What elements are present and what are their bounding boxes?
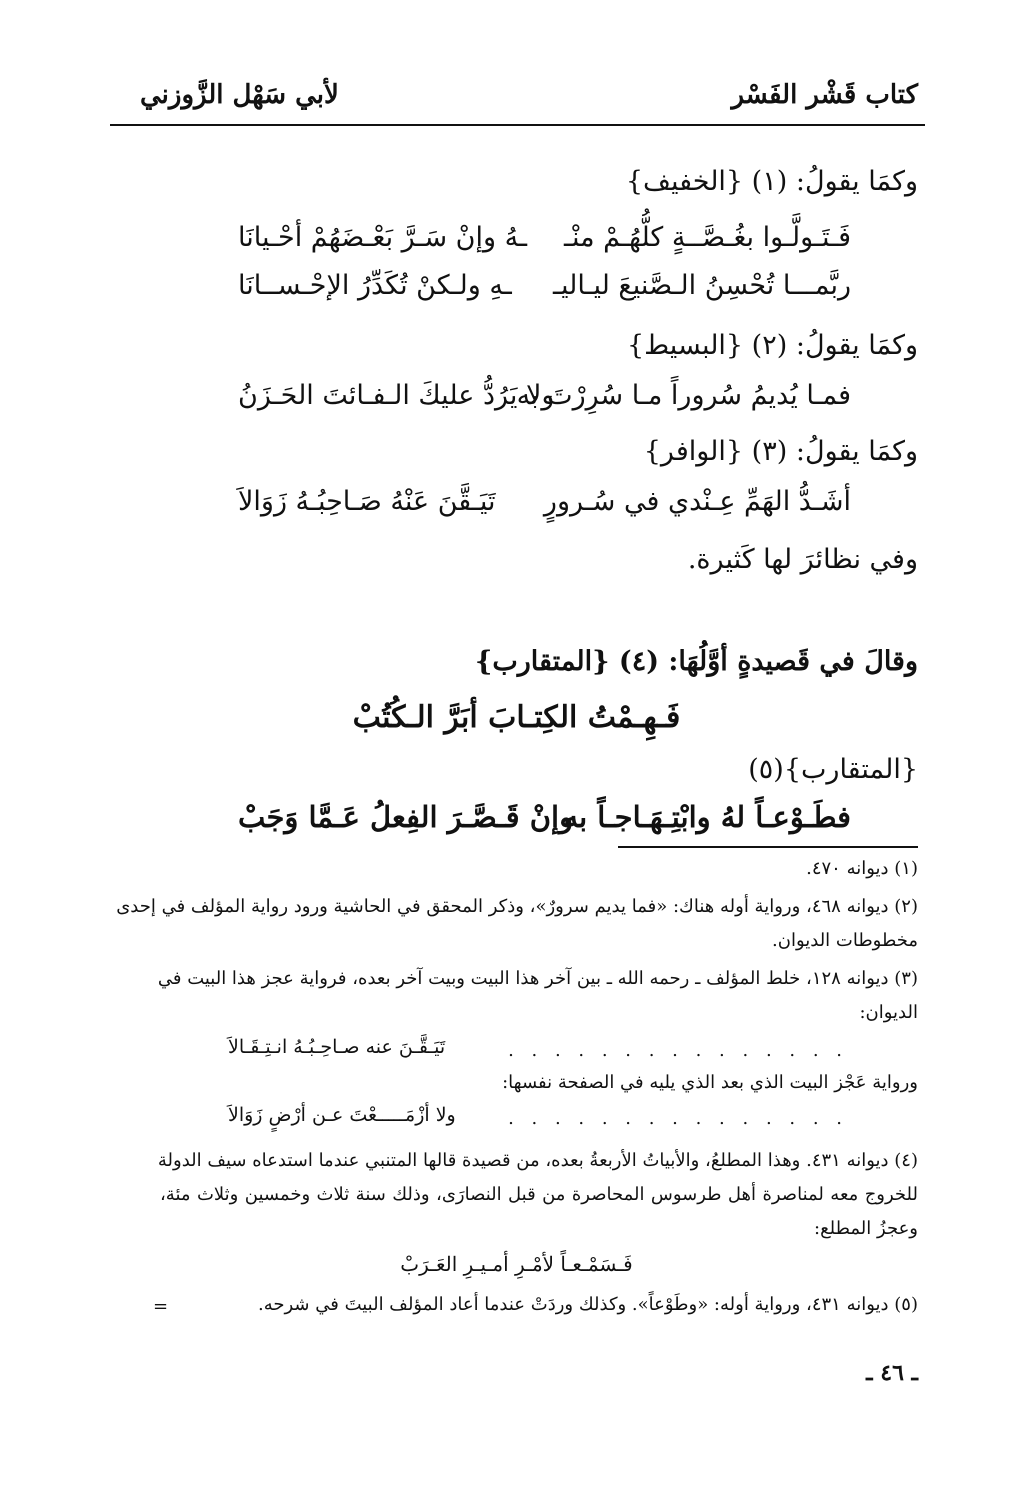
footnote-1: (١) ديوانه ٤٧٠. bbox=[806, 858, 918, 879]
running-header-author: لأبي سَهْل الزَّوزني bbox=[140, 80, 339, 110]
running-header-book-title: كتاب قَشْر الفَسْر bbox=[731, 80, 918, 110]
verse-3-first-hemistich: أشَـدُّ الهَمِّ عِـنْدي في سُـرورٍ bbox=[543, 486, 851, 517]
footnote-rule bbox=[618, 846, 918, 848]
footnote-3-verse-1-ellipsis: . . . . . . . . . . . . . . . bbox=[508, 1040, 848, 1061]
footnote-4-verse: فَـسَمْـعـاً لأمْـرِ أمـيـرِ العَـرَبْ bbox=[400, 1252, 633, 1276]
footnote-4-line-3: وعجزُ المطلع: bbox=[814, 1218, 918, 1239]
verse-4-hemistich: فَـهِـمْتُ الكِتـابَ أبَرَّ الـكُتُبْ bbox=[352, 700, 681, 735]
footnote-3-verse-2: ولا أزْمَـــــعْتَ عـن أرْضٍ زَوَالاَ bbox=[228, 1104, 456, 1126]
verse-2-first-hemistich: فمـا يُديمُ سُروراً مـا سُرِرْتَ به bbox=[516, 380, 851, 411]
footnote-3-verse-2-ellipsis: . . . . . . . . . . . . . . . bbox=[508, 1108, 848, 1129]
footnote-3-line-2: الديوان: bbox=[859, 1002, 918, 1023]
footnote-4-line-1: (٤) ديوانه ٤٣١. وهذا المطلعُ، والأبياتُ الأربعةُ بعده، من قصيدة قالها المتنبي عندما استدعاه سيف الدولة bbox=[157, 1150, 918, 1171]
verse-intro-4: وقالَ في قَصيدةٍ أوَّلُهَا: (٤) {المتقارب} bbox=[474, 646, 918, 677]
closing-note: وفي نظائرَ لها كَثيرة. bbox=[687, 544, 918, 575]
header-rule bbox=[110, 124, 925, 126]
verse-intro-1: وكمَا يقولُ: (١) {الخفيف} bbox=[625, 166, 918, 197]
footnote-4-line-2: للخروج معه لمناصرة أهل طرسوس المحاصرة من قبل النصارَى، وذلك سنة ثلاث وخمسين وثلاث مئة، bbox=[160, 1184, 918, 1205]
verse-2-second-hemistich: ولا يَرُدُّ عليكَ الـفـائتَ الحَـزَنُ bbox=[238, 380, 555, 411]
verse-1a-first-hemistich: فَـتَـولَّـوا بغُـصَّــةٍ كلُّهُـمْ منْـ bbox=[564, 222, 851, 253]
verse-3-second-hemistich: تَيَـقَّنَ عَنْهُ صَـاحِبُـهُ زَوَالاَ bbox=[238, 486, 496, 517]
verse-1b-first-hemistich: ربَّمـــا تُحْسِنُ الـصَّنيعَ ليـاليـ bbox=[553, 270, 851, 301]
verse-1b-second-hemistich: ـهِ ولـكنْ تُكَدِّرُ الإحْـســانَا bbox=[238, 270, 512, 301]
footnote-3-verse-1: تَيَـقَّـنَ عنه صـاحِـبُـهُ انـتِـقَـالاَ bbox=[228, 1036, 446, 1058]
page-number: ـ ٤٦ ـ bbox=[866, 1360, 918, 1386]
verse-1a-second-hemistich: ـهُ وإنْ سَـرَّ بَعْـضَهُمْ أحْـيانَا bbox=[238, 222, 528, 253]
verse-5-second-hemistich: وإنْ قَـصَّـرَ الفِعلُ عَـمَّا وَجَبْ bbox=[238, 800, 574, 834]
footnote-5: (٥) ديوانه ٤٣١، ورواية أوله: «وطَوْعاً». وكذلك وردَتْ عندما أعاد المؤلف البيتَ في شرحه. bbox=[258, 1294, 918, 1315]
verse-intro-3: وكمَا يقولُ: (٣) {الوافر} bbox=[643, 436, 918, 467]
verse-5-first-hemistich: فطَـوْعـاً لهُ وابْتِـهَـاجـاً به bbox=[563, 800, 851, 834]
verse-intro-5: {المتقارب}(٥) bbox=[748, 754, 918, 785]
footnote-3-line-3: ورواية عَجْز البيت الذي بعد الذي يليه في الصفحة نفسها: bbox=[502, 1072, 918, 1093]
verse-intro-2: وكمَا يقولُ: (٢) {البسيط} bbox=[627, 330, 918, 361]
footnote-3-line-1: (٣) ديوانه ١٢٨، خلط المؤلف ـ رحمه الله ـ بين آخر هذا البيت وبيت آخر بعده، فرواية عجز هذا البيت في bbox=[157, 968, 918, 989]
continuation-mark: = bbox=[153, 1296, 169, 1317]
footnote-2-line-1: (٢) ديوانه ٤٦٨، ورواية أوله هناك: «فما يديم سرورٌ»، وذكر المحقق في الحاشية ورود رواية المؤلف في إحدى bbox=[116, 896, 918, 917]
footnote-2-line-2: مخطوطات الديوان. bbox=[772, 930, 918, 951]
